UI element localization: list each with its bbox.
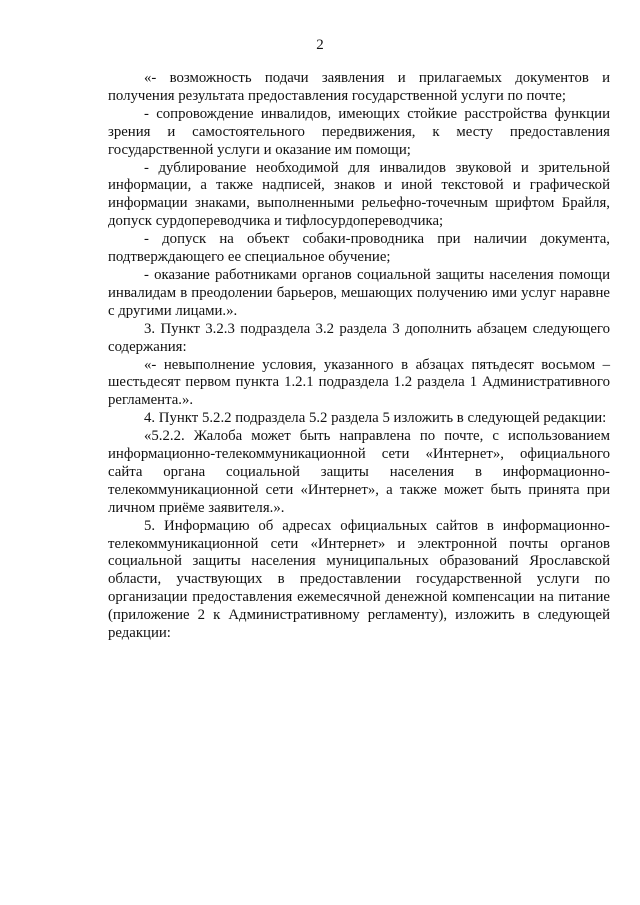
paragraph-item-3: 3. Пункт 3.2.3 подраздела 3.2 раздела 3 дополнить абзацем следующего содержания: [108, 320, 610, 355]
paragraph-postal-submission: «- возможность подачи заявления и прилагаемых документов и получения результата предоставления государственной услуги по почте; [108, 70, 610, 104]
paragraph-duplication-info: - дублирование необходимой для инвалидов звуковой и зрительной информации, а также надписей, знаков и иной текстовой и графической информации знаками, выполненными рельефно-точечным шрифтом Брайля, допуск сурдопереводчика и тифлосурдопереводчика; [108, 159, 610, 230]
paragraph-complaint: «5.2.2. Жалоба может быть направлена по почте, с использованием информационно-телекоммуникационной сети «Интернет», официального сайта органа социальной защиты населения в информационно-телекоммуникационной сети «Интернет», а также может быть принята при личном приёме заявителя.». [108, 428, 610, 516]
page-number: 2 [316, 37, 324, 53]
paragraph-staff-assistance: - оказание работниками органов социальной защиты населения помощи инвалидам в преодолении барьеров, мешающих получению ими услуг наравне с другими лицами.». [108, 266, 610, 319]
document-body [108, 70, 610, 643]
paragraph-item-5: 5. Информацию об адресах официальных сайтов в информационно-телекоммуникационной сети «Интернет» и электронной почты органов социальной защиты населения муниципальных образований Ярославской области, участвующих в предоставлении государственной услуги по организации предоставления ежемесячной денежной компенсации на питание (приложение 2 к Административному регламенту), изложить в следующей редакции: [108, 517, 610, 642]
paragraph-item-4: 4. Пункт 5.2.2 подраздела 5.2 раздела 5 изложить в следующей редакции: [144, 410, 607, 427]
paragraph-guide-dog: - допуск на объект собаки-проводника при наличии документа, подтверждающего ее специальное обучение; [108, 231, 610, 266]
paragraph-escort-disabled: - сопровождение инвалидов, имеющих стойкие расстройства функции зрения и самостоятельного передвижения, к месту предоставления государственной услуги и оказание им помощи; [108, 105, 610, 158]
paragraph-condition-failure: «- невыполнение условия, указанного в абзацах пятьдесят восьмом – шестьдесят первом пункта 1.2.1 подраздела 1.2 раздела 1 Административного регламента.». [108, 356, 610, 409]
